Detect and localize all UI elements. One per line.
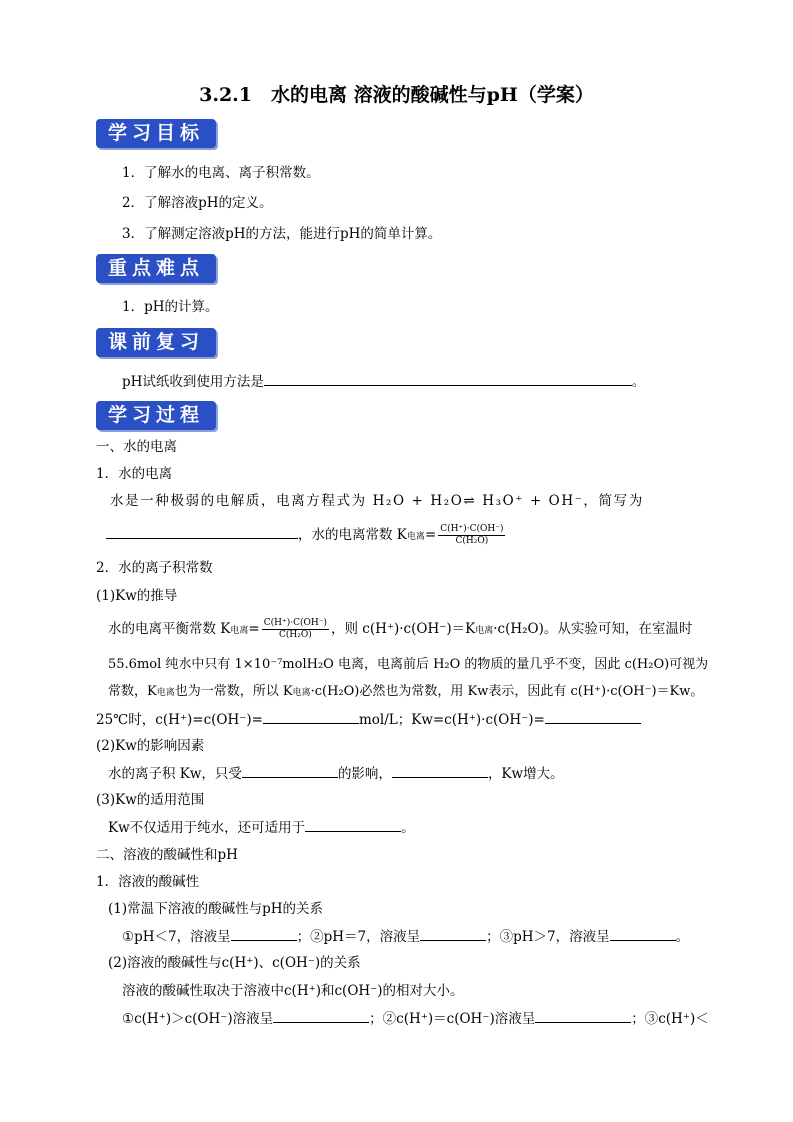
paragraph — [122, 927, 689, 946]
subscript: 电离 — [292, 688, 311, 698]
review-line — [122, 372, 645, 391]
answer-blank[interactable] — [545, 710, 641, 724]
goal-item: 3．了解测定溶液pH的方法，能进行pH的简单计算。 — [122, 226, 442, 242]
text: mol/L；Kw=c(H⁺)·c(OH⁻)= — [358, 712, 545, 728]
page-title: 3.2.1 水的电离 溶液的酸碱性与pH（学案） — [199, 84, 594, 106]
text: 的影响， — [337, 766, 392, 782]
text: ；③c(H⁺)＜ — [631, 1011, 709, 1027]
paragraph: 55.6mol 纯水中只有 1×10⁻⁷molH₂O 电离，电离前后 H₂O 的物质的量几乎不变，因此 c(H₂O)可视为 — [108, 657, 709, 672]
paragraph — [108, 818, 415, 837]
paragraph: 水是一种极弱的电解质，电离方程式为 H₂O + H₂O⇌ H₃O⁺ + OH⁻，简写为 — [110, 493, 644, 509]
paragraph — [122, 1009, 709, 1028]
text: ，则 c(H⁺)·c(OH⁻)＝K — [330, 621, 476, 637]
fraction-numerator: C(H⁺)·C(OH⁻) — [440, 524, 504, 534]
text: ；②pH＝7，溶液呈 — [296, 929, 421, 945]
text: ·c(H₂O)必然也为常数，用 Kw表示，因此有 c(H⁺)·c(OH⁻)＝Kw。 — [310, 684, 704, 699]
fraction — [438, 524, 505, 547]
fraction-numerator: C(H⁺)·C(OH⁻) — [263, 618, 327, 628]
section-badge-review: 课前复习 — [96, 328, 216, 357]
section-badge-key-points: 重点难点 — [96, 254, 216, 283]
text: ①pH＜7，溶液呈 — [122, 929, 231, 945]
subscript: 电离 — [475, 626, 494, 636]
subscript: 电离 — [230, 626, 249, 636]
answer-blank[interactable] — [264, 372, 632, 386]
item-heading: (2)Kw的影响因素 — [96, 738, 205, 754]
text: 常数，K — [108, 684, 157, 699]
section-heading: 一、水的电离 — [96, 439, 177, 455]
goal-item: 1．了解水的电离、离子积常数。 — [122, 165, 320, 181]
answer-blank[interactable] — [420, 927, 486, 941]
answer-blank[interactable] — [231, 927, 297, 941]
subscript: 电离 — [156, 688, 175, 698]
text: ①c(H⁺)＞c(OH⁻)溶液呈 — [122, 1011, 274, 1027]
text: Kw不仅适用于纯水，还可适用于 — [108, 820, 306, 836]
answer-blank[interactable] — [242, 764, 338, 778]
key-point-item: 1．pH的计算。 — [122, 299, 219, 315]
text: 水的离子积 Kw，只受 — [108, 766, 242, 782]
text: 。 — [401, 820, 415, 836]
text: = — [424, 527, 437, 543]
text: ；②c(H⁺)＝c(OH⁻)溶液呈 — [369, 1011, 536, 1027]
item-heading: (1)Kw的推导 — [96, 588, 178, 604]
item-heading: (2)溶液的酸碱性与c(H⁺)、c(OH⁻)的关系 — [108, 955, 361, 971]
answer-blank[interactable] — [305, 818, 401, 832]
section-badge-goals: 学习目标 — [96, 119, 216, 148]
paragraph: 溶液的酸碱性取决于溶液中c(H⁺)和c(OH⁻)的相对大小。 — [122, 983, 464, 999]
text: ，Kw增大。 — [487, 766, 564, 782]
answer-blank[interactable] — [392, 764, 488, 778]
item-heading: (1)常温下溶液的酸碱性与pH的关系 — [108, 901, 324, 917]
section-heading: 二、溶液的酸碱性和pH — [96, 847, 238, 863]
item-heading: (3)Kw的适用范围 — [96, 792, 205, 808]
answer-blank[interactable] — [273, 1009, 369, 1023]
fraction-denominator: C(H₂O) — [455, 536, 489, 546]
text: 25℃时，c(H⁺)=c(OH⁻)= — [96, 712, 263, 728]
goal-item: 2．了解溶液pH的定义。 — [122, 195, 273, 211]
text: 水的电离平衡常数 K — [108, 621, 231, 637]
paragraph — [108, 764, 564, 783]
subscript: 电离 — [406, 532, 425, 542]
answer-blank[interactable] — [263, 710, 359, 724]
paragraph — [108, 683, 703, 702]
text: 也为一常数，所以 K — [174, 684, 293, 699]
paragraph — [96, 710, 641, 729]
answer-blank[interactable] — [610, 927, 676, 941]
review-end: 。 — [631, 374, 646, 390]
subsection-heading: 1．水的电离 — [96, 466, 173, 482]
text: ；③pH＞7，溶液呈 — [486, 929, 610, 945]
subsection-heading: 1．溶液的酸碱性 — [96, 874, 200, 890]
text: 。 — [675, 929, 690, 945]
subsection-heading: 2．水的离子积常数 — [96, 560, 213, 576]
fraction-denominator: C(H₂O) — [278, 630, 312, 640]
answer-blank[interactable] — [535, 1009, 631, 1023]
answer-blank[interactable] — [106, 525, 298, 539]
review-prompt: pH试纸收到使用方法是 — [122, 374, 264, 390]
fraction — [262, 618, 329, 641]
paragraph — [108, 614, 692, 646]
paragraph — [106, 520, 507, 552]
text: ·c(H₂O)。从实验可知，在室温时 — [493, 621, 693, 637]
section-badge-process: 学习过程 — [96, 401, 216, 430]
text: ，水的电离常数 K — [298, 527, 407, 543]
text: = — [248, 621, 260, 637]
